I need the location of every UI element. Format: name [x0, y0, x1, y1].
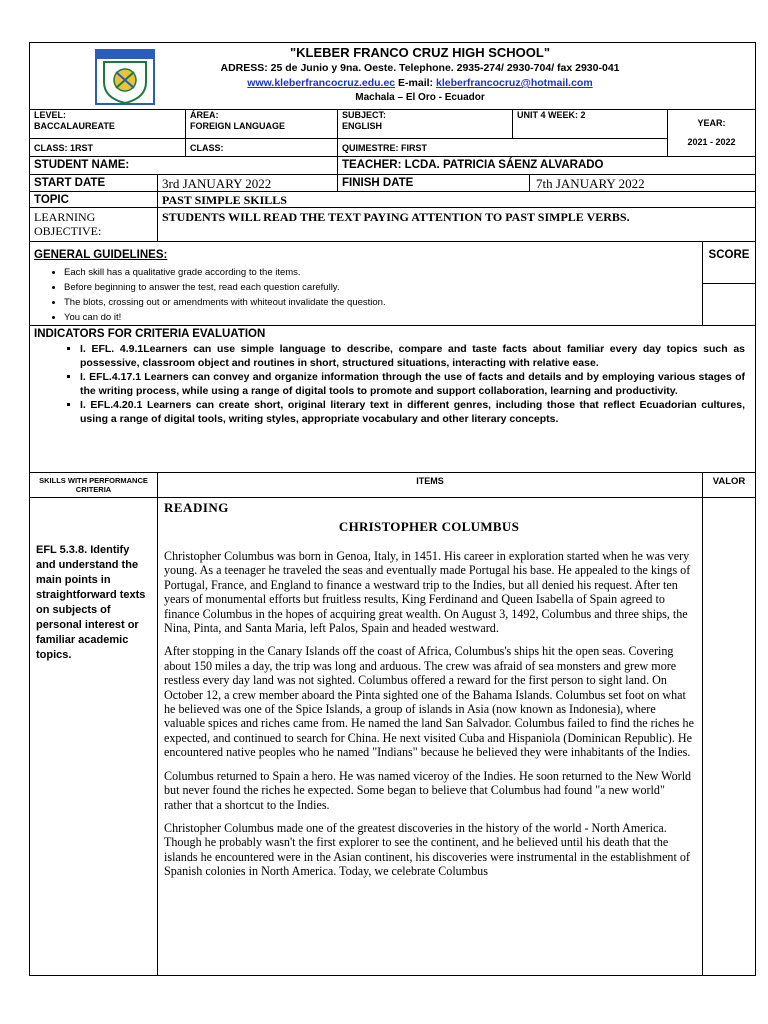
start-date-value: 3rd JANUARY 2022 — [158, 175, 338, 192]
topic-value: PAST SIMPLE SKILLS — [158, 192, 755, 208]
area-value: FOREIGN LANGUAGE — [190, 121, 286, 131]
school-city: Machala – El Oro - Ecuador — [355, 92, 485, 103]
list-item: ▪ I. EFL.4.17.1 Learners can convey and organize information through the use of facts and details and by employing various stages of the writing process, while using a range of digital tools to promote and support collaboration, learning and productivity. — [80, 370, 745, 398]
class-cell: CLASS: 1RST — [30, 139, 186, 157]
reading-paragraph: After stopping in the Canary Islands off the coast of Africa, Columbus's ships hit the open seas. Covering about 150 miles a day, the trip was long and arduous. The crew was afraid of sea monsters and grew more restless every day land was not sighted. Columbus offered a reward for the first person to sight land. On October 12, a crew member aboard the Pinta sighted one of the Bahama Islands. Columbus set foot on what he believed was one of the Spice Islands, a group of islands in Asia (now known as Indonesia), where valuable spices and riches came from. He named the land San Salvador. Columbus failed to find the riches he expected, and continued to search for China. He next visited Cuba and Hispaniola (Dominican Republic). He encountered native peoples who he named "Indians" because he believed they were inhabitants of the Indies. — [164, 644, 694, 760]
year-cell — [668, 109, 755, 157]
teacher-cell: TEACHER: LCDA. PATRICIA SÁENZ ALVARADO — [338, 157, 755, 175]
skill-text: EFL 5.3.8. Identify and understand the main points in straightforward texts on subjects of personal interest or familiar academic topics. — [36, 544, 146, 661]
area-label: ÁREA: — [190, 110, 219, 120]
school-header — [30, 43, 755, 110]
guidelines-list — [30, 265, 702, 325]
objective-value: STUDENTS WILL READ THE TEXT PAYING ATTENTION TO PAST SIMPLE VERBS. — [158, 208, 755, 242]
student-name-field[interactable]: STUDENT NAME: — [30, 157, 338, 175]
reading-cell — [158, 498, 703, 975]
list-item: • The blots, crossing out or amendments with whiteout invalidate the question. — [64, 295, 702, 310]
list-item: ▪ I. EFL. 4.9.1Learners can use simple language to describe, compare and taste facts about familiar every day topics such as possessive, classroom object and routines in short, structured situations, interacting with relative ease. — [80, 342, 745, 370]
finish-date-value: 7th JANUARY 2022 — [530, 175, 755, 192]
score-field[interactable] — [703, 284, 755, 326]
unit-week: UNIT 4 WEEK: 2 — [517, 110, 586, 120]
topic-label: TOPIC — [30, 192, 158, 208]
email-link[interactable]: kleberfrancocruz@hotmail.com — [435, 77, 593, 89]
reading-paragraph: Christopher Columbus made one of the greatest discoveries in the history of the world - North America. Though he probably wasn't the first explorer to see the continent, and he believed until his death that the islands he encountered were in the Asian continent, his discoveries were instrumental in the establishment of Spanish colonies in North America. Today, we celebrate Columbus — [164, 820, 690, 879]
indicators-title: INDICATORS FOR CRITERIA EVALUATION — [34, 328, 266, 340]
year-label: YEAR: — [697, 118, 726, 128]
school-address: ADRESS: 25 de Junio y 9na. Oeste. Telephone. 2935-274/ 2930-704/ fax 2930-041 — [220, 62, 620, 74]
email-label: E-mail: — [398, 77, 434, 89]
start-date-label: START DATE — [30, 175, 158, 192]
subject-label: SUBJECT: — [342, 110, 387, 120]
list-item: • You can do it! — [64, 310, 702, 325]
class2-cell: CLASS: — [186, 139, 338, 157]
list-item: ▪ I. EFL.4.20.1 Learners can create short, original literary text in different genres, including those that reflect Ecuadorian cultures, using a range of digital tools, writing styles, appropriate vocabulary and other literary concepts. — [80, 398, 745, 426]
indicators-section — [30, 326, 755, 473]
score-label: SCORE — [703, 242, 755, 284]
reading-title: CHRISTOPHER COLUMBUS — [338, 519, 520, 534]
unit-cell — [513, 109, 668, 139]
guidelines-title: GENERAL GUIDELINES — [34, 249, 164, 261]
website-link[interactable]: www.kleberfrancocruz.edu.ec — [247, 77, 396, 89]
level-cell — [30, 109, 186, 139]
level-value: BACCALAUREATE — [34, 121, 115, 131]
subject-value: ENGLISH — [342, 121, 383, 131]
area-cell — [186, 109, 338, 139]
level-label: LEVEL: — [34, 110, 67, 120]
guidelines-section: GENERAL GUIDELINES: • Each skill has a qualitative grade according to the items. • Before beginning to answer the test, read each question carefully. • The blots, crossing out or amendments with whiteout invalidate the question. • You can do it! — [30, 242, 703, 326]
skills-header: SKILLS WITH PERFORMANCE CRITERIA — [30, 473, 158, 498]
skill-cell — [30, 498, 158, 975]
worksheet-frame — [29, 42, 756, 976]
list-item: • Before beginning to answer the test, read each question carefully. — [64, 280, 702, 295]
year-value: 2021 - 2022 — [687, 137, 736, 147]
reading-label: READING — [164, 500, 229, 515]
valor-header: VALOR — [703, 473, 755, 498]
list-item: • Each skill has a qualitative grade according to the items. — [64, 265, 702, 280]
quimestre-cell: QUIMESTRE: FIRST — [338, 139, 668, 157]
subject-cell — [338, 109, 513, 139]
finish-date-label: FINISH DATE — [338, 175, 530, 192]
school-name: "KLEBER FRANCO CRUZ HIGH SCHOOL" — [289, 45, 551, 60]
reading-paragraph: Christopher Columbus was born in Genoa, Italy, in 1451. His career in exploration started when he was very young. As a teenager he traveled the seas and eventually made Portugal his base. He appealed to the kings of Portugal, France, and England to finance a westward trip to the Indies, but all denied his request. After ten years of monumental efforts but fruitless results, King Ferdinand and Queen Isabella of Spain agreed to finance Columbus in the hopes of acquiring great wealth. On August 3, 1492, Columbus and three ships, the Nina, Pinta, and Santa Maria, left Palos, Spain and headed westward. — [164, 549, 691, 636]
school-logo — [94, 48, 156, 106]
valor-cell[interactable] — [703, 498, 755, 975]
indicators-list — [30, 342, 755, 426]
reading-paragraph: Columbus returned to Spain a hero. He was named viceroy of the Indies. He soon returned to the New World but never found the riches he expected. Some began to believe that Columbus had found "a new world" rather that a shortcut to the Indies. — [164, 768, 692, 812]
objective-label: LEARNING OBJECTIVE: — [30, 208, 158, 242]
items-header: ITEMS — [158, 473, 703, 498]
